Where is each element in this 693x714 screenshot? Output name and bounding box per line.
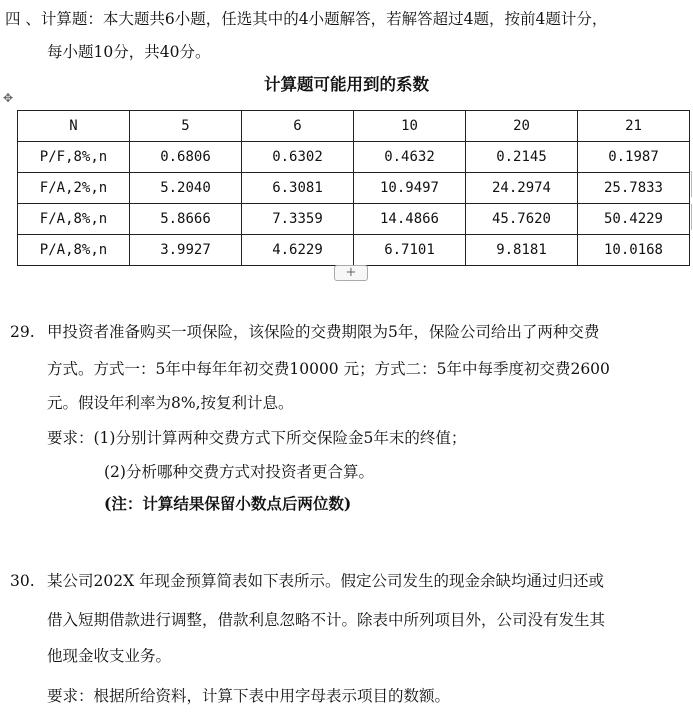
table-header-cell: 5 xyxy=(130,111,242,142)
table-cell: 0.2145 xyxy=(466,142,578,173)
q29-text-line1: 甲投资者准备购买一项保险，该保险的交费期限为5年，保险公司给出了两种交费 xyxy=(47,323,600,341)
q30-text-line2: 借入短期借款进行调整，借款利息忽略不计。除表中所列项目外，公司没有发生其 xyxy=(47,611,606,629)
table-row-label: F/A,8%,n xyxy=(18,204,130,235)
table-row xyxy=(18,204,690,235)
table-cell: 0.6806 xyxy=(130,142,242,173)
table-cell: 0.6302 xyxy=(242,142,354,173)
table-header-row xyxy=(18,111,690,142)
table-cell: 7.3359 xyxy=(242,204,354,235)
coefficient-table xyxy=(17,110,690,266)
table-header-cell: 21 xyxy=(578,111,690,142)
table-cell: 5.2040 xyxy=(130,173,242,204)
q30-text-line3: 他现金收支业务。 xyxy=(47,647,172,665)
table-cell: 9.8181 xyxy=(466,235,578,266)
table-row-label: P/F,8%,n xyxy=(18,142,130,173)
table-header-cell: 20 xyxy=(466,111,578,142)
add-row-button[interactable]: + xyxy=(334,265,368,281)
q29-requirement-2: (2)分析哪种交费方式对投资者更合算。 xyxy=(104,463,374,481)
table-cell: 10.9497 xyxy=(354,173,466,204)
table-row-resize-marker[interactable] xyxy=(687,204,692,230)
table-header-cell: 6 xyxy=(242,111,354,142)
q29-note: (注：计算结果保留小数点后两位数) xyxy=(104,494,352,513)
table-row-label: P/A,8%,n xyxy=(18,235,130,266)
table-row xyxy=(18,235,690,266)
q29-text-line3: 元。假设年利率为8%,按复利计息。 xyxy=(47,394,294,412)
table-cell: 5.8666 xyxy=(130,204,242,235)
table-cell: 3.9927 xyxy=(130,235,242,266)
table-move-handle-icon[interactable]: ✥ xyxy=(2,91,14,105)
table-cell: 25.7833 xyxy=(578,173,690,204)
section-heading-line1: 四 、计算题：本大题共6小题，任选其中的4小题解答，若解答超过4题，按前4题计分， xyxy=(5,10,608,28)
table-row-label: F/A,2%,n xyxy=(18,173,130,204)
table-cell: 6.7101 xyxy=(354,235,466,266)
q29-requirement-1: 要求：(1)分别计算两种交费方式下所交保险金5年末的终值； xyxy=(47,429,467,447)
table-cell: 0.1987 xyxy=(578,142,690,173)
table-cell: 0.4632 xyxy=(354,142,466,173)
table-row-resize-marker[interactable] xyxy=(687,171,692,197)
table-header-cell: 10 xyxy=(354,111,466,142)
table-header-cell: N xyxy=(18,111,130,142)
table-cell: 6.3081 xyxy=(242,173,354,204)
table-cell: 4.6229 xyxy=(242,235,354,266)
q29-text-line2: 方式。方式一：5年中每年年初交费10000 元；方式二：5年中每季度初交费2600 xyxy=(47,360,610,378)
q30-requirement: 要求：根据所给资料，计算下表中用字母表示项目的数额。 xyxy=(47,687,451,705)
q29-number: 29. xyxy=(10,323,35,341)
table-cell: 10.0168 xyxy=(578,235,690,266)
table-cell: 14.4866 xyxy=(354,204,466,235)
table-row xyxy=(18,142,690,173)
q30-number: 30. xyxy=(10,572,35,590)
section-heading-line2: 每小题10分，共40分。 xyxy=(47,43,211,61)
table-cell: 50.4229 xyxy=(578,204,690,235)
table-cell: 45.7620 xyxy=(466,204,578,235)
q30-text-line1: 某公司202X 年现金预算简表如下表所示。假定公司发生的现金余缺均通过归还或 xyxy=(47,572,605,590)
table-title: 计算题可能用到的系数 xyxy=(264,75,429,94)
table-cell: 24.2974 xyxy=(466,173,578,204)
table-row xyxy=(18,173,690,204)
